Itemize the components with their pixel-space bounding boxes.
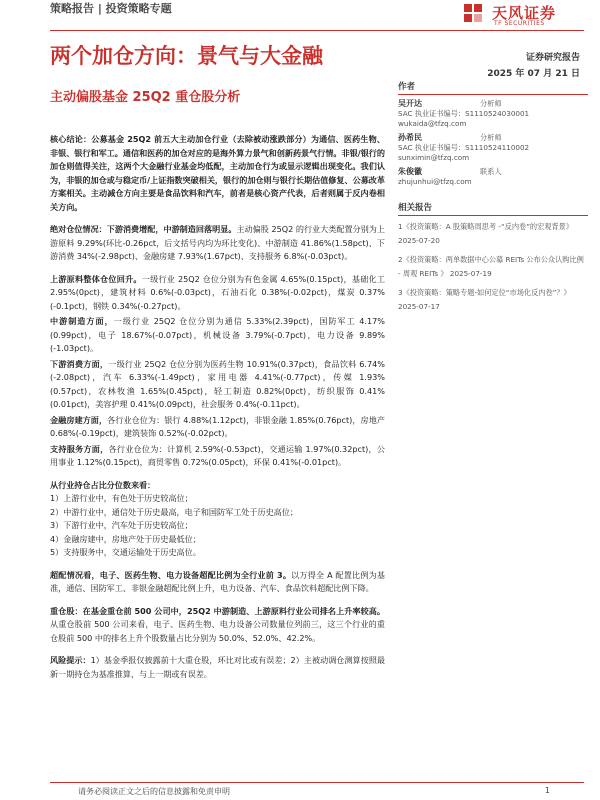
logo	[462, 2, 582, 28]
page-subtitle: 主动偏股基金 25Q2 重仓股分析	[50, 90, 241, 105]
downstream-text: 一级行业 25Q2 仓位分别为医药生物 10.91%(0.37pct)，食品饮料 6.74%(-2.08pct)，汽车 6.33%(-1.49pct)，家用电器 4.41%(-0.77pct)，传媒 1.93%(0.57pct)，农林牧渔 1.65%(0.45pct)，轻工制造 0.82%(0pct)，纺织服饰 0.41%(0.01pct)，美容护理 0.41%(0.09pct)，社会服务 0.4%(-0.11pct)。	[50, 358, 385, 409]
percentile-item: 3）下游行业中，汽车处于历史较高位；	[50, 520, 193, 530]
upstream-lead: 上游原料整体仓位回升。	[50, 273, 142, 284]
paragraph-downstream	[50, 358, 385, 412]
author-email[interactable]: zhujunhui@tfzq.com	[398, 177, 472, 186]
footer-rule	[50, 782, 584, 783]
author-email[interactable]: wukaida@tfzq.com	[398, 119, 467, 128]
overweight-lead: 超配情况看，电子、医药生物、电力设备超配比例为全行业前 3。	[50, 569, 292, 580]
paragraph-heavy-holdings	[50, 605, 385, 646]
author-cert: SAC 执业证书编号：S1110524030001	[398, 109, 530, 118]
finance-lead: 金融房建方面，	[50, 414, 108, 425]
logo-text: 天风证券	[492, 4, 557, 22]
support-lead: 支持服务方面，	[50, 443, 109, 454]
midstream-lead: 中游制造方面，	[50, 316, 114, 326]
author-role: 分析师	[480, 133, 502, 142]
related-report-link[interactable]: 1《投资策略：A 股策略周思考 -“反内卷”的宏观背景》 2025-07-20	[398, 222, 574, 245]
absolute-position-lead: 绝对仓位情况：下游消费增配，中游制造回落明显。	[50, 224, 237, 234]
downstream-lead: 下游消费方面，	[50, 358, 109, 369]
percentile-item: 4）金融房建中，房地产处于历史最低位；	[50, 533, 201, 544]
percentile-lead: 从行业持仓占比分位数来看：	[50, 479, 156, 490]
author-name: 吴开达	[398, 99, 422, 108]
percentile-item: 1）上游行业中，有色处于历史较高位；	[50, 493, 193, 503]
author-role: 分析师	[480, 99, 502, 108]
report-date: 2025 年 07 月 21 日	[487, 69, 580, 79]
risk-text: 1）基金季报仅披露前十大重仓股，环比对比或有误差；2）主被动调仓测算按照最新一期持仓为基准推算，与上一期或有误差。	[50, 655, 385, 679]
paragraph-support	[50, 443, 385, 470]
related-report-link[interactable]: 2《投资策略：两单数据中心公募 REITs 公布公众认购比例 - 周观 REITs 》 2025-07-19	[398, 255, 584, 278]
report-type: 证券研究报告	[525, 53, 580, 63]
logo-subtext: TF SECURITIES	[494, 20, 545, 27]
author-name: 朱俊徽	[398, 167, 422, 176]
midstream-text: 一级行业 25Q2 仓位分别为通信 5.33%(2.39pct)，国防军工 4.17%(0.99pct)，电子 18.67%(-0.07pct)，机械设备 3.79%(-0.7pct)，电力设备 9.89%(-1.03pct)。	[50, 316, 385, 353]
percentile-item: 2）中游行业中，通信处于历史最高，电子和国防军工处于历史高位；	[50, 506, 298, 517]
paragraph-risk	[50, 654, 385, 681]
author-name: 孙希民	[398, 133, 422, 142]
logo-icon	[462, 2, 486, 26]
related-heading: 相关报告	[398, 201, 588, 216]
paragraph-midstream	[50, 315, 385, 356]
footer-disclaimer: 请务必阅读正文之后的信息披露和免责申明	[78, 787, 230, 796]
upstream-text: 一级行业 25Q2 仓位分别为有色金属 4.65%(0.15pct)，基础化工 2.95%(0pct)，建筑材料 0.6%(-0.03pct)，石油石化 0.38%(-0.02pct)，煤炭 0.37%(-0.1pct)，钢铁 0.34%(-0.27pct)。	[50, 273, 385, 311]
core-conclusion-text: 非银/银行的加仓则值得关注，这两个大金融行业基金均低配，主动加仓行为或显示逻辑出现变化。我们认为，非银的加仓或与稳定币/上证指数突破相关，银行的加仓则与银行长期估值修复、公募改革方案相关。主动减仓方向主要是食品饮料和汽车，前者是核心资产代表，后者则属于反内卷相关方向。	[50, 147, 385, 212]
absolute-position-text: 主动偏股 25Q2 的行业大类配置分别为上游原料 9.29%(环比-0.26pct，后文括号内均为环比变化)、中游制造 41.86%(1.58pct)、下游消费 34%(-2.98pct)、金融房建 7.93%(1.67pct)、支持服务 6.8%(-0.03pct)。	[50, 224, 385, 261]
paragraph-absolute-position	[50, 223, 385, 264]
sidebar	[398, 80, 588, 319]
core-conclusion-lead: 核心结论：公募基金 25Q2 前五大主动加仓行业（去除被动涨跌部分）为通信、医药生物、非银、银行和军工。通信和医药的加仓对应的是海外算力景气和创新药景气行情。	[50, 134, 385, 158]
paragraph-percentile	[50, 479, 385, 560]
authors-heading: 作者	[398, 80, 588, 95]
support-text: 各行业仓位为：计算机 2.59%(-0.53pct)，交通运输 1.97%(0.32pct)，公用事业 1.12%(0.15pct)，商贸零售 0.72%(0.05pct)，环保 0.41%(-0.01pct)。	[50, 443, 385, 467]
paragraph-core-conclusion	[50, 133, 385, 214]
page-number: 1	[544, 786, 550, 795]
overweight-text: 以万得全 A 配置比例为基准，通信、国防军工、非银金融超配比例上升，电力设备、汽车、食品饮料超配比例下降。	[50, 569, 386, 593]
related-report-link[interactable]: 3《投资策略：策略专题-如何定位“市场化反内卷”？》 2025-07-17	[398, 288, 571, 311]
heavy-holdings-lead: 重仓股：在基金重仓前 500 公司中，25Q2 中游制造、上游原料行业公司排名上升率较高。	[50, 605, 385, 616]
author-card	[398, 133, 588, 163]
risk-lead: 风险提示：	[50, 655, 91, 665]
page-title: 两个加仓方向：景气与大金融	[50, 44, 323, 68]
heavy-holdings-text: 从重仓股前 500 公司来看，电子、医药生物、电力设备公司数量位列前三，这三个行业的重仓股前 500 中的排名上升个股数量占比分别为 50.0%、52.0%、42.2%。	[50, 619, 385, 643]
paragraph-overweight	[50, 569, 385, 596]
finance-text: 各行业仓位为：银行 4.88%(1.12pct)，非银金融 1.85%(0.76pct)，房地产 0.68%(-0.19pct)，建筑装饰 0.52%(-0.02pct)。	[50, 414, 385, 438]
paragraph-finance	[50, 414, 385, 441]
author-role: 联系人	[480, 167, 502, 176]
main-body	[50, 133, 385, 690]
author-cert: SAC 执业证书编号：S1110524110002	[398, 143, 530, 152]
author-email[interactable]: sunximin@tfzq.com	[398, 153, 470, 162]
author-card	[398, 167, 588, 187]
breadcrumb: 策略报告 | 投资策略专题	[50, 2, 172, 15]
percentile-item: 5）支持服务中，交通运输处于历史高位。	[50, 547, 201, 557]
paragraph-upstream	[50, 273, 385, 314]
header-rule	[50, 30, 584, 31]
author-card	[398, 99, 588, 129]
